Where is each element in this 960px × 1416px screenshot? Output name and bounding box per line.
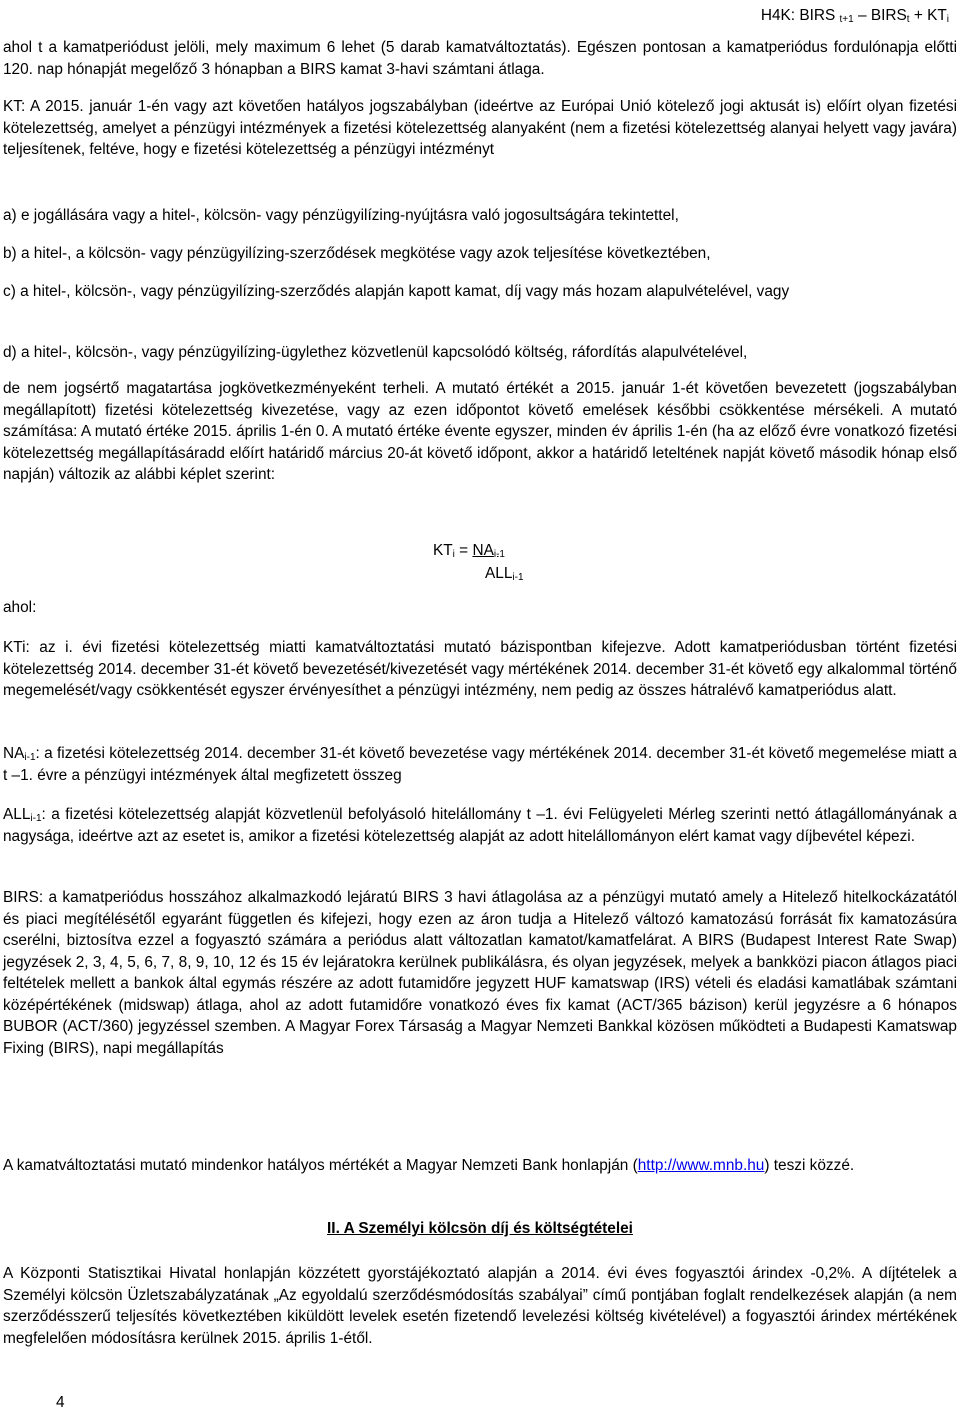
paragraph-kamatperiodus: ahol t a kamatperiódust jelöli, mely maximum 6 lehet (5 darab kamatváltoztatás). Egészen pontosan a kamatperiódus fordulónapja előtti 120. nap hónapját megelőző 3 hónapban a BIRS kamat 3-havi számtani átlaga. xyxy=(3,39,957,78)
formula-kt: $KT_i = NA_{i-1}$ $ALL_{i-1}$ xyxy=(433,542,524,583)
section-heading: II. A Személyi kölcsön díj és költségtételei xyxy=(327,1220,633,1237)
paragraph-kti: KTi: az i. évi fizetési kötelezettség miatti kamatváltoztatási mutató bázispontban kifejezve. Adott kamatperiódusban történt fizetési kötelezettség 2014. december 31-ét követő bevezetését/kivezetését vagy mértékének 2014. december 31-ét követő egy alkalommal történő megemelését/vagy csökkentését egyszer érvényesíthet a pénzügyi intézmény, nem pedig az összes hátralévő kamatperiódus alatt. xyxy=(3,639,957,699)
paragraph-all: $ALL_{i-1}$: a fizetési kötelezettség alapját közvetlenül befolyásoló hitelállomány t –1. évi Felügyeleti Mérleg szerinti nettó átlagállományának a nagysága, ideértve azt az esetet is, amikor a fizetési kötelezettség alapját az adott hitelállományon elért kamat vagy díjbevétel képezi. xyxy=(3,806,957,845)
list-item-b: b) a hitel-, a kölcsön- vagy pénzügyilízing-szerződések megkötése vagy azok teljesítése következtében, xyxy=(3,245,711,262)
label-ahol: ahol: xyxy=(3,599,37,616)
running-header: H4K: BIRS $_{t+1} - BIRS_t + KT_i$ xyxy=(760,7,949,25)
paragraph-mnb: A kamatváltoztatási mutató mindenkor hatályos mértékét a Magyar Nemzeti Bank honlapján (http://www.mnb.hu) teszi közzé. xyxy=(3,1157,855,1174)
list-item-a: a) e jogállására vagy a hitel-, kölcsön- vagy pénzügyilízing-nyújtásra való jogosultságára tekintettel, xyxy=(3,207,679,224)
paragraph-kt-definition: KT: A 2015. január 1-én vagy azt követően hatályos jogszabályban (ideértve az Európai Unió kötelező jogi aktusát is) előírt olyan fizetési kötelezettség, amelyet a pénzügyi intézmények a fizetési kötelezettség alanyaként (nem a fizetési kötelezettség alanyai helyett vagy javára) teljesítenek, feltéve, hogy e fizetési kötelezettség a pénzügyi intézményt xyxy=(3,98,957,158)
paragraph-na: $NA_{i-1}$: a fizetési kötelezettség 2014. december 31-ét követő bevezetése vagy mértékének 2014. december 31-ét követő megemelése miatt a t –1. évre a pénzügyi intézmények által megfizetett összeg xyxy=(3,745,957,784)
paragraph-mutato-szamitasa: de nem jogsértő magatartása jogkövetkezményeként terheli. A mutató értékét a 2015. január 1-ét követően bevezetett (jogszabályban megállapított) fizetési kötelezettség kivezetése, vagy az ezen időpontot követő emelések későbbi csökkentése mérsékeli. A mutató számítása: A mutató értéke 2015. április 1-én 0. A mutató értéke évente egyszer, minden év április 1-én (ha az előző évre vonatkozó fizetési kötelezettség megállapításáradd előírt határidő március 20-át követő időpont, akkor a határidő leteltének napját követő második hónap első napján) változik az alábbi képlet szerint: xyxy=(3,380,957,483)
paragraph-ksh: A Központi Statisztikai Hivatal honlapján közzétett gyorstájékoztató alapján a 2014. évi éves fogyasztói árindex -0,2%. A díjtételek a Személyi kölcsön Üzletszabályzatának „Az egyoldalú szerződésmódosítás szabályai” című pontjában foglalt rendelkezések alapján (a nem szerződésszerű teljesítés következtében kiküldött levelek esetén fizetendő levelezési költség kivételével) a fogyasztói árindex mértékének megfelelően módosításra kerülnek 2015. április 1-étől. xyxy=(3,1265,957,1347)
paragraph-birs: BIRS: a kamatperiódus hosszához alkalmazkodó lejáratú BIRS 3 havi átlagolása az a pénzügyi mutató amely a Hitelező hitelkockázatától és piaci megítélésétől egyaránt független és kifejezi, hogy ezen az áron tudja a Hitelező változó kamatozású forrását fix kamatozásúra cserélni, biztosítva ezzel a fogyasztó számára a periódus alatt változatlan kamatot/kamatfelárat. A BIRS (Budapest Interest Rate Swap) jegyzések 2, 3, 4, 5, 6, 7, 8, 9, 10, 12 és 15 év lejáratokra kerülnek publikálásra, és olyan jegyzések, melyek a bankközi piacon átlagos piaci feltételek mellett a bankok által egymás részére az adott futamidőre jegyzett HUF kamatswap (IRS) vételi és eladási kamatlábak számtani középértékének (midswap) átlaga, ahol az adott futamidőre vonatkozó éves fix kamat (ACT/365 bázison) kerül jegyzésre a 6 hónapos BUBOR (ACT/360) jegyzéssel szemben. A Magyar Forex Társaság a Magyar Nemzeti Bankkal közösen működteti a Budapesti Kamatswap Fixing (BIRS), napi megállapítás xyxy=(3,889,957,1057)
list-item-d: d) a hitel-, kölcsön-, vagy pénzügyilízing-ügylethez közvetlenül kapcsolódó költség, ráfordítás alapulvételével, xyxy=(3,344,748,361)
page-number: 4 xyxy=(56,1394,65,1411)
mnb-link[interactable]: http://www.mnb.hu xyxy=(637,1157,765,1174)
list-item-c: c) a hitel-, kölcsön-, vagy pénzügyilízing-szerződés alapján kapott kamat, díj vagy más hozam alapulvételével, vagy xyxy=(3,283,790,300)
